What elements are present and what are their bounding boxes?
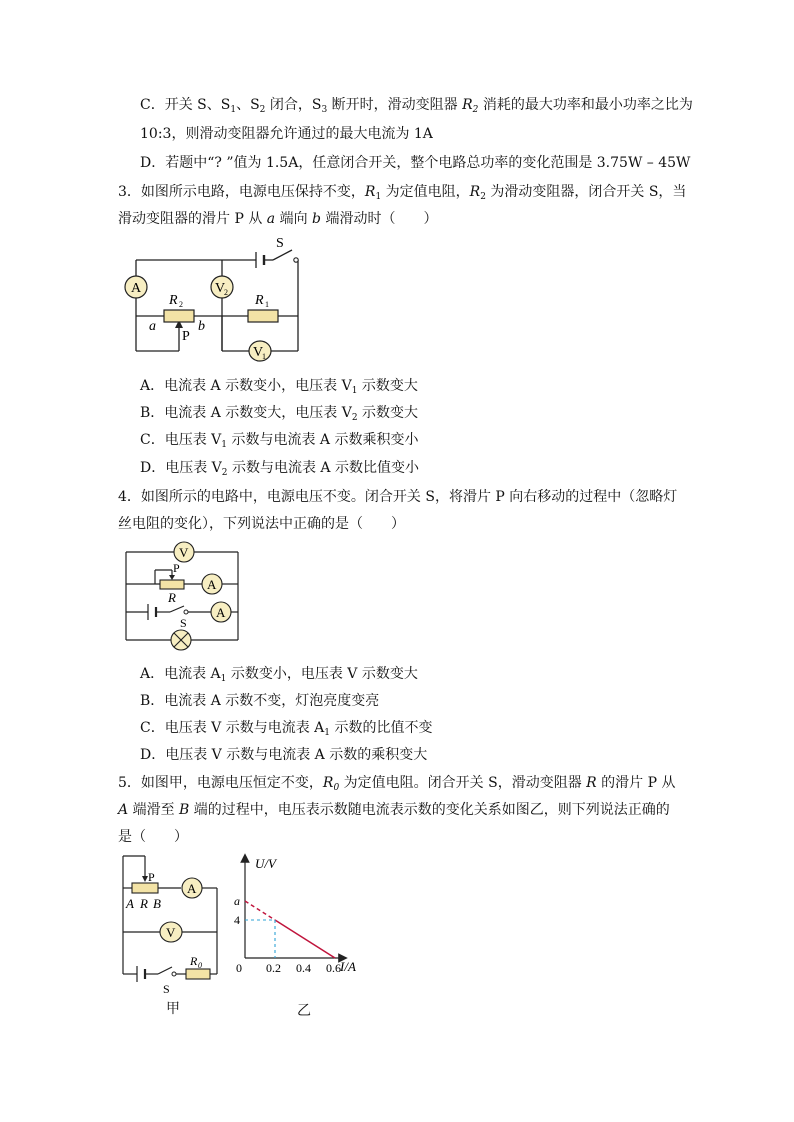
q4-option-d: D．电压表 V 示数与电流表 A 示数的乘积变大: [140, 747, 428, 763]
x-tick-label: 0.6: [326, 961, 341, 975]
x-tick-label: 0: [236, 961, 242, 975]
q3-v1-label: V: [253, 345, 264, 360]
y-axis-label: U/V: [255, 856, 276, 871]
q4-stem-line2: 丝电阻的变化），下列说法中正确的是（ ）: [118, 516, 405, 532]
q4-stem-line1: 4．如图所示的电路中，电源电压不变。闭合开关 S，将滑片 P 向右移动的过程中（忽略灯: [118, 489, 678, 505]
q4-option-a: A．电流表 $A_1$ 示数变小，电压表 V 示数变大: [140, 666, 418, 684]
q3-option-b: B．电流表 A 示数变大，电压表 $V_2$ 示数变大: [140, 405, 419, 423]
q4-ammeter1-label: A: [207, 577, 217, 592]
x-axis-label: I/A: [340, 959, 356, 974]
q3-v2-label: V: [215, 281, 226, 296]
q4-option-b: B．电流表 A 示数不变，灯泡亮度变亮: [140, 693, 380, 709]
q3-r2-label: R: [169, 293, 178, 308]
q4-option-c: C．电压表 V 示数与电流表 $A_1$ 示数的比值不变: [140, 720, 433, 738]
q2-option-c: C．开关 S、$S_1$、$S_2$ 闭合，$S_3$ 断开时，滑动变阻器 $R_2$ 消耗的最大功率和最小功率之比为: [140, 97, 693, 115]
q5-r0-label: R: [190, 954, 198, 968]
svg-text:1: 1: [265, 300, 269, 309]
q5-slider-label: P: [148, 870, 155, 884]
svg-text:b: b: [198, 319, 205, 334]
q2-option-c-line2: 10:3，则滑动变阻器允许通过的最大电流为 1A: [140, 126, 433, 142]
q3-stem-line2: 滑动变阻器的滑片 P 从 a 端向 b 端滑动时（ ）: [118, 211, 438, 227]
svg-text:B: B: [153, 896, 161, 911]
line-segment-solid: [275, 920, 335, 958]
svg-text:A: A: [126, 896, 134, 911]
y-tick-label: 4: [234, 913, 240, 927]
svg-text:a: a: [149, 319, 156, 334]
q3-option-a: A．电流表 A 示数变小，电压表 $V_1$ 示数变大: [140, 378, 418, 396]
q4-resistor-label: R: [168, 590, 176, 605]
q3-circuit-diagram: [118, 232, 318, 362]
q4-switch-label: S: [180, 616, 187, 630]
q4-circuit-diagram: [118, 540, 248, 652]
q3-ammeter-label: A: [131, 281, 142, 296]
q4-ammeter-label: A: [216, 605, 226, 620]
q3-slider-label: P: [182, 329, 190, 344]
q5-ui-graph: [228, 850, 368, 980]
q5-stem-line1: 5．如图甲，电源电压恒定不变，$R_0$ 为定值电阻。闭合开关 S，滑动变阻器 R 的滑片 P 从: [118, 775, 676, 793]
q5-ammeter-label: A: [187, 881, 197, 896]
q5-switch-label: S: [163, 982, 170, 996]
x-tick-label: 0.4: [296, 961, 311, 975]
q5-voltmeter-label: V: [166, 925, 176, 940]
q5-figure-caption-jia: 甲: [166, 1001, 180, 1017]
line-segment-dashed: [245, 901, 275, 920]
q5-circuit-diagram: [118, 852, 228, 996]
q5-stem-line3: 是（ ）: [118, 829, 188, 845]
q3-r1-label: R: [255, 293, 264, 308]
svg-text:1: 1: [262, 352, 266, 361]
svg-text:0: 0: [198, 961, 202, 970]
q4-voltmeter-label: V: [179, 545, 189, 560]
svg-text:2: 2: [224, 288, 228, 297]
q5-rheostat-label: R: [140, 896, 148, 911]
q3-stem-line1: 3．如图所示电路，电源电压保持不变，$R_1$ 为定值电阻，$R_2$ 为滑动变阻器，闭合开关 S，当: [118, 184, 687, 202]
q5-figure-caption-yi: 乙: [297, 1003, 311, 1019]
q3-option-d: D．电压表 $V_2$ 示数与电流表 A 示数比值变小: [140, 460, 419, 478]
q2-option-d: D．若题中“? ”值为 1.5A，任意闭合开关，整个电路总功率的变化范围是 3.75W – 45W: [140, 155, 691, 171]
x-tick-label: 0.2: [266, 961, 281, 975]
q5-stem-line2: A 端滑至 B 端的过程中，电压表示数随电流表示数的变化关系如图乙，则下列说法正确的: [118, 802, 670, 818]
q3-switch-label: S: [276, 236, 284, 251]
y-tick-label: a: [234, 894, 240, 908]
q4-slider-label: P: [173, 561, 180, 575]
svg-text:2: 2: [179, 300, 183, 309]
q3-option-c: C．电压表 $V_1$ 示数与电流表 A 示数乘积变小: [140, 432, 419, 450]
